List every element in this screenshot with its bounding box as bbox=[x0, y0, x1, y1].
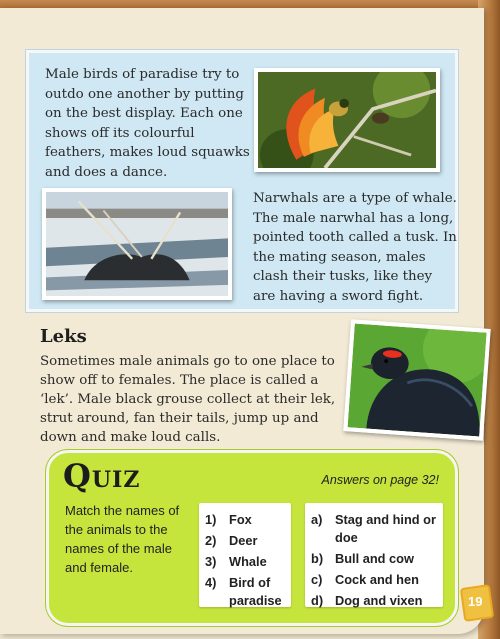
pair-option bbox=[311, 592, 437, 610]
pair-option bbox=[311, 511, 437, 547]
option-label: Whale bbox=[229, 554, 267, 569]
option-label: Deer bbox=[229, 533, 258, 548]
option-letter: a) bbox=[311, 512, 323, 527]
option-label: Stag and hind or doe bbox=[335, 512, 436, 545]
option-number: 4) bbox=[205, 575, 217, 590]
option-letter: c) bbox=[311, 572, 323, 587]
leks-text: Sometimes male animals go to one place to show off to females. The place is called a ‘lek’. Male black grouse collect at their lek, strut around, fan their tails, jump up and down and make loud calls. bbox=[40, 354, 336, 445]
option-number: 2) bbox=[205, 533, 217, 548]
animal-option bbox=[205, 574, 285, 610]
animals-card bbox=[199, 503, 291, 607]
option-label: Cock and hen bbox=[335, 572, 419, 587]
option-number: 1) bbox=[205, 512, 217, 527]
option-label: Bull and cow bbox=[335, 551, 414, 566]
option-label: Dog and vixen bbox=[335, 593, 423, 608]
narwhal-text: Narwhals are a type of whale. The male narwhal has a long, pointed tooth called a tusk. In the mating season, males clash their tusks, like they are having a sword fight. bbox=[253, 191, 457, 304]
pair-option bbox=[311, 571, 437, 589]
bird-of-paradise-photo bbox=[254, 68, 440, 172]
animal-option bbox=[205, 553, 285, 571]
birds-of-paradise-text: Male birds of paradise try to outdo one another by putting on the best display. Each one shows off its colourful feathers, makes loud squawks and does a dance. bbox=[45, 67, 250, 180]
pair-option bbox=[311, 550, 437, 568]
option-letter: b) bbox=[311, 551, 324, 566]
page-number: 19 bbox=[468, 594, 483, 609]
narwhal-photo bbox=[42, 188, 232, 300]
option-label: Fox bbox=[229, 512, 252, 527]
animal-option bbox=[205, 511, 285, 529]
quiz-panel bbox=[46, 450, 458, 626]
animal-option bbox=[205, 532, 285, 550]
quiz-answers-note: Answers on page 32! bbox=[321, 473, 439, 487]
book-page bbox=[0, 8, 484, 634]
pairs-card bbox=[305, 503, 443, 607]
option-number: 3) bbox=[205, 554, 217, 569]
quiz-instructions: Match the names of the animals to the names of the male and female. bbox=[65, 503, 180, 575]
option-label: Bird of paradise bbox=[229, 575, 282, 608]
black-grouse-photo bbox=[343, 319, 490, 440]
leks-heading: Leks bbox=[40, 326, 87, 347]
option-letter: d) bbox=[311, 593, 324, 608]
quiz-title: Quiz bbox=[63, 457, 141, 495]
